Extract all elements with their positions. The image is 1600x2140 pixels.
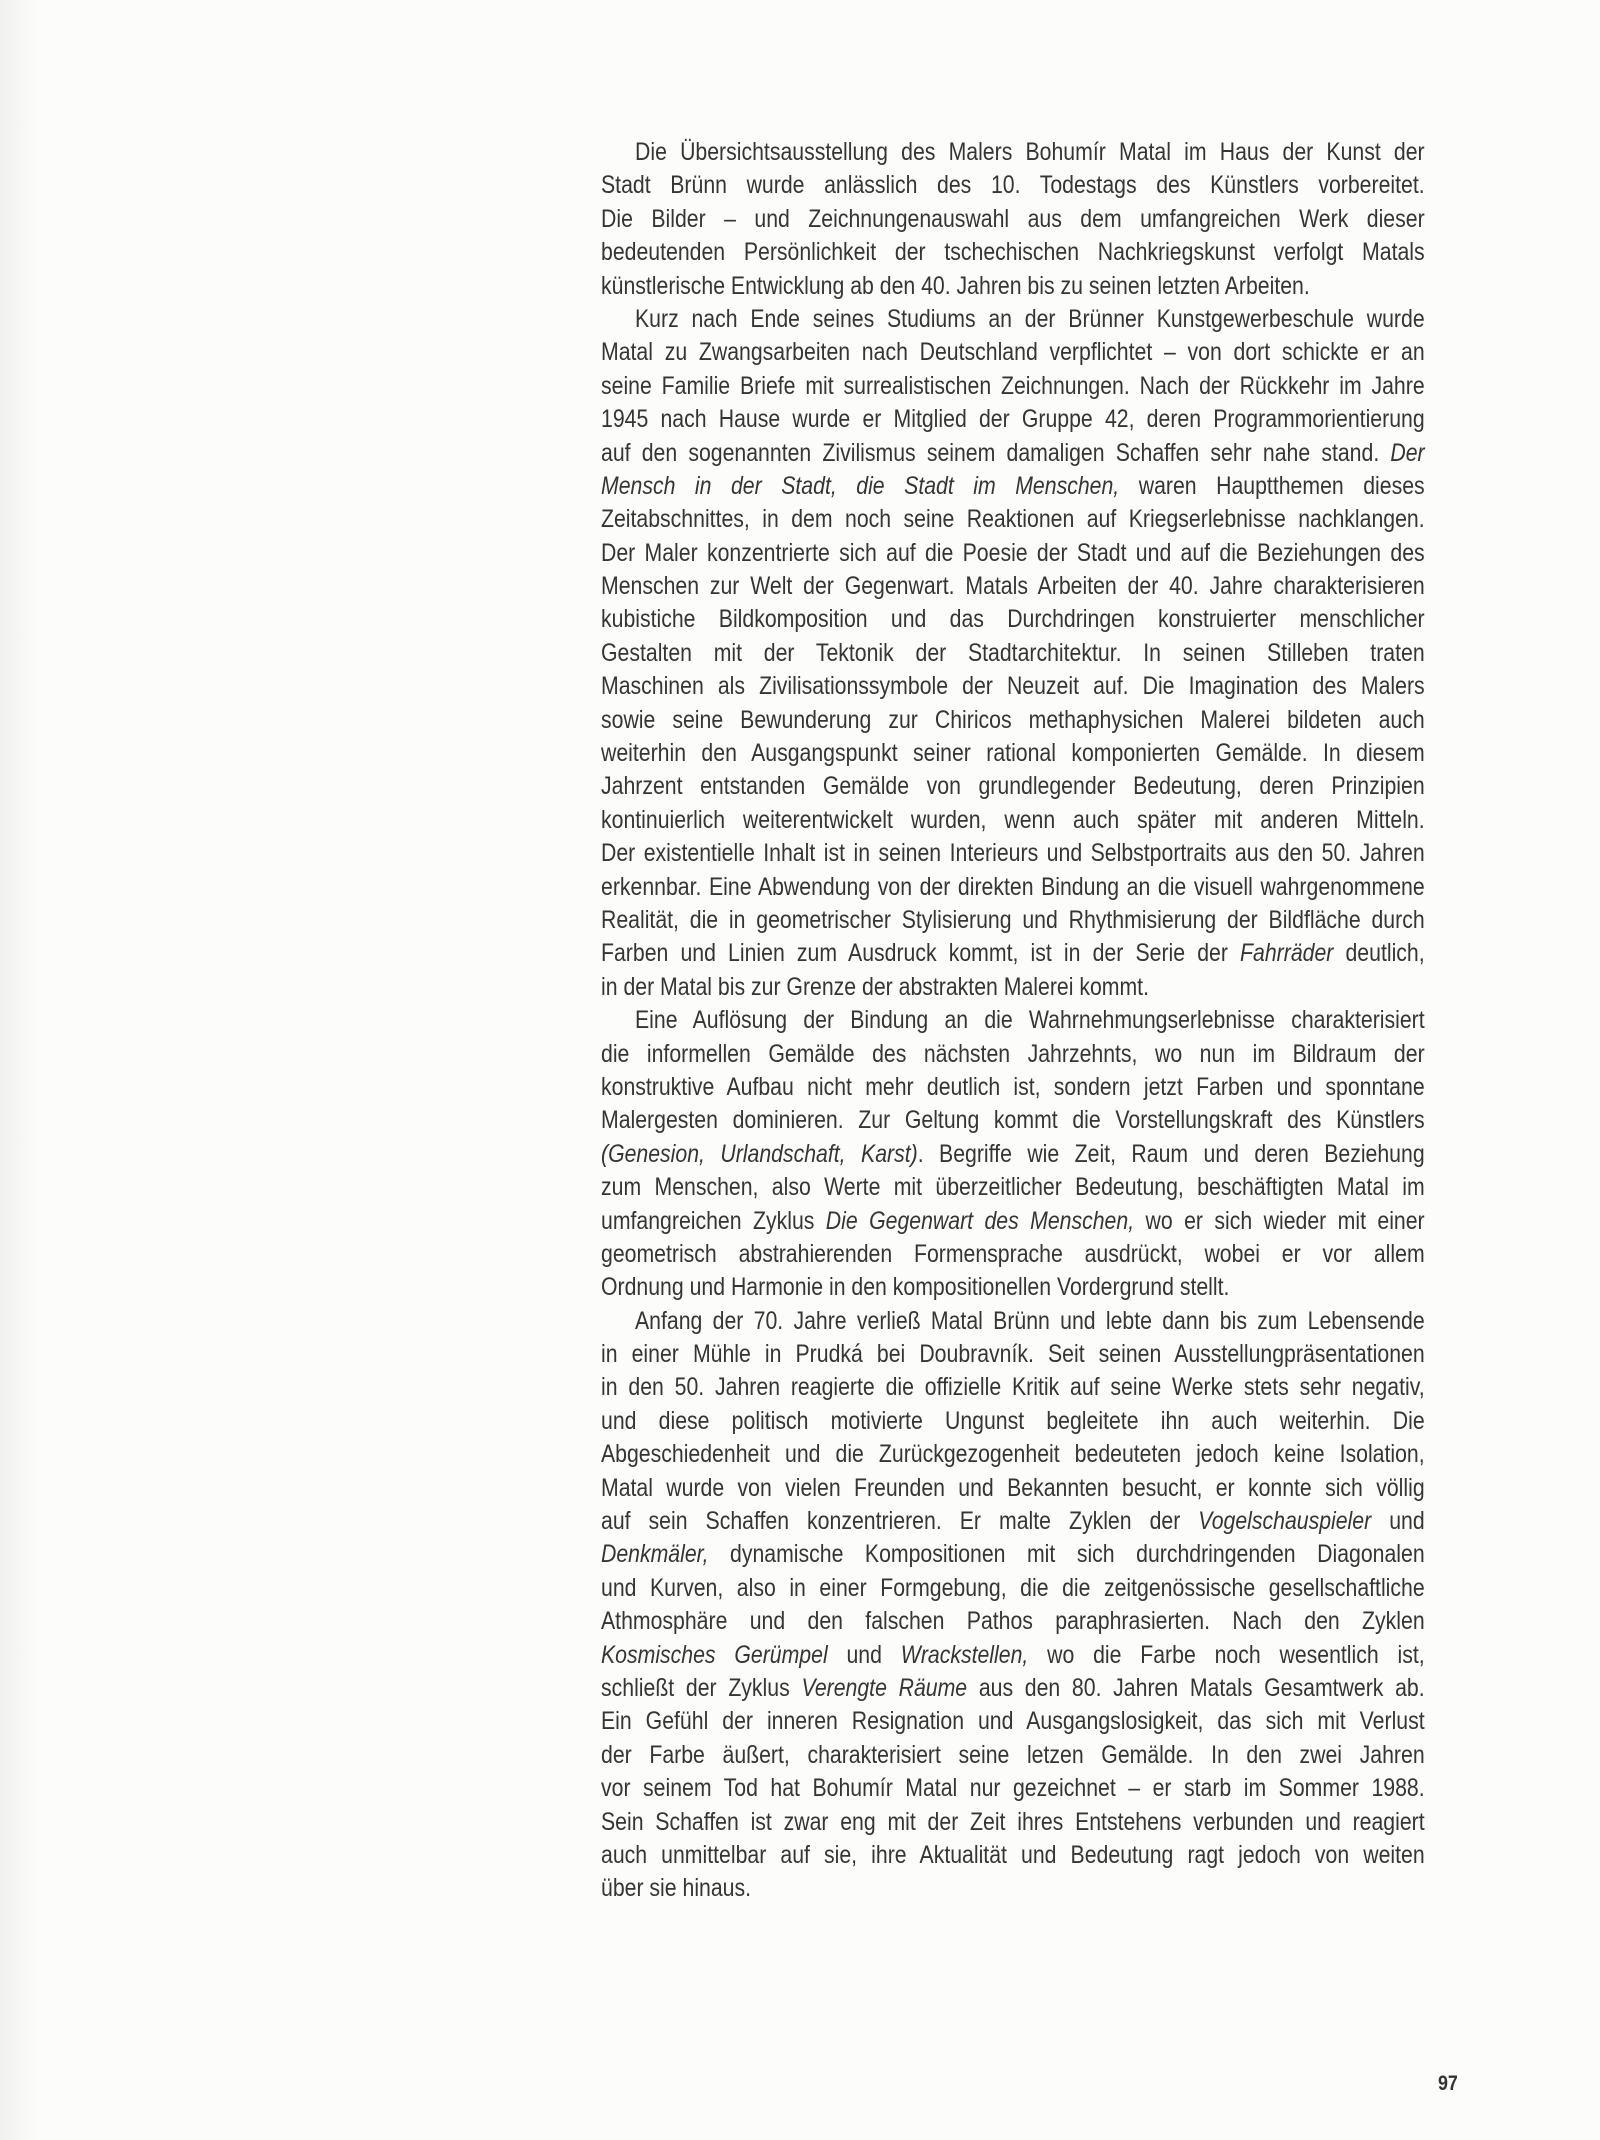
- text-segment: wo er sich wieder mit einer: [1134, 1206, 1425, 1235]
- text-line: [601, 1739, 1425, 1772]
- text-line: [601, 336, 1425, 369]
- text-segment: kontinuierlich weiterentwickelt wurden, wenn auch später mit anderen Mitteln.: [601, 805, 1425, 834]
- text-line: [601, 1839, 1425, 1872]
- text-segment: und Kurven, also in einer Formgebung, die die zeitgenössische gesellschaftliche: [601, 1573, 1425, 1602]
- body-text: [601, 136, 1425, 1906]
- text-segment: Zeitabschnittes, in dem noch seine Reaktionen auf Kriegserlebnisse nachklangen.: [601, 505, 1425, 534]
- text-segment: zum Menschen, also Werte mit überzeitlicher Bedeutung, beschäftigten Matal im: [601, 1173, 1425, 1202]
- text-line: [601, 1138, 1425, 1171]
- text-segment: Sein Schaffen ist zwar eng mit der Zeit ihres Entstehens verbunden und reagiert: [601, 1807, 1425, 1836]
- text-segment: Farben und Linien zum Ausdruck kommt, ist in der Serie der: [601, 939, 1241, 968]
- text-segment: der Farbe äußert, charakterisiert seine letzen Gemälde. In den zwei Jahren: [601, 1740, 1425, 1769]
- text-line: [601, 1505, 1425, 1538]
- text-segment: Maschinen als Zivilisationssymbole der Neuzeit auf. Die Imagination des Malers: [601, 672, 1425, 701]
- text-line: [601, 637, 1425, 670]
- text-line: [601, 203, 1425, 236]
- text-line: [601, 804, 1425, 837]
- italic-title: Der: [1390, 438, 1425, 467]
- text-line: [601, 169, 1425, 202]
- text-line: [601, 1371, 1425, 1404]
- text-segment: 1945 nach Hause wurde er Mitglied der Gruppe 42, deren Programmorientierung: [601, 405, 1425, 434]
- italic-title: Verengte Räume: [801, 1673, 968, 1702]
- text-line: [601, 871, 1425, 904]
- text-segment: Menschen zur Welt der Gegenwart. Matals Arbeiten der 40. Jahre charakterisieren: [601, 572, 1425, 601]
- text-segment: Anfang der 70. Jahre verließ Matal Brünn und lebte dann bis zum Lebensende: [635, 1306, 1425, 1335]
- text-segment: deutlich,: [1333, 939, 1425, 968]
- text-segment: umfangreichen Zyklus: [601, 1206, 826, 1235]
- text-segment: und diese politisch motivierte Ungunst begleitete ihn auch weiterhin. Die: [601, 1406, 1425, 1435]
- text-segment: Eine Auflösung der Bindung an die Wahrnehmungserlebnisse charakterisiert: [635, 1006, 1425, 1035]
- text-segment: bedeutenden Persönlichkeit der tschechischen Nachkriegskunst verfolgt Matals: [601, 238, 1425, 267]
- text-segment: konstruktive Aufbau nicht mehr deutlich ist, sondern jetzt Farben und sponntane: [601, 1072, 1425, 1101]
- text-segment: auf sein Schaffen konzentrieren. Er malte Zyklen der: [601, 1507, 1199, 1536]
- text-segment: Athmosphäre und den falschen Pathos paraphrasierten. Nach den Zyklen: [601, 1607, 1425, 1636]
- text-line: [601, 1472, 1425, 1505]
- text-line: [601, 136, 1425, 169]
- text-segment: wo die Farbe noch wesentlich ist,: [1028, 1640, 1425, 1669]
- italic-title: (Genesion, Urlandschaft, Karst): [601, 1139, 918, 1168]
- text-segment: Malergesten dominieren. Zur Geltung kommt die Vorstellungskraft des Künstlers: [601, 1106, 1425, 1135]
- text-segment: Jahrzent entstanden Gemälde von grundlegender Bedeutung, deren Prinzipien: [601, 772, 1425, 801]
- text-line: [601, 303, 1425, 336]
- text-segment: in einer Mühle in Prudká bei Doubravník. Seit seinen Ausstellungpräsentationen: [601, 1340, 1425, 1369]
- text-line: [601, 1004, 1425, 1037]
- paragraph: [601, 136, 1425, 303]
- text-line: [601, 1405, 1425, 1438]
- text-segment: geometrisch abstrahierenden Formensprache ausdrückt, wobei er vor allem: [601, 1239, 1425, 1268]
- text-line: [601, 1104, 1425, 1137]
- text-line: [601, 837, 1425, 870]
- text-line: [601, 770, 1425, 803]
- page-edge-shadow: [0, 0, 40, 2140]
- text-line: [601, 370, 1425, 403]
- text-line: [601, 1639, 1425, 1672]
- italic-title: Die Gegenwart des Menschen,: [825, 1206, 1135, 1235]
- text-segment: Der existentielle Inhalt ist in seinen Interieurs und Selbstportraits aus den 50. Jahren: [601, 839, 1425, 868]
- text-segment: kubistiche Bildkomposition und das Durchdringen konstruierter menschlicher: [601, 605, 1425, 634]
- page-number: 97: [1438, 2072, 1458, 2095]
- text-segment: schließt der Zyklus: [601, 1673, 802, 1702]
- text-segment: Realität, die in geometrischer Stylisierung und Rhythmisierung der Bildfläche durch: [601, 905, 1425, 934]
- text-line: [601, 1238, 1425, 1271]
- text-line: [601, 270, 1425, 303]
- text-segment: Ordnung und Harmonie in den kompositionellen Vordergrund stellt.: [601, 1273, 1230, 1302]
- text-segment: sowie seine Bewunderung zur Chiricos methaphysichen Malerei bildeten auch: [601, 705, 1425, 734]
- text-line: [601, 1205, 1425, 1238]
- text-line: [601, 1071, 1425, 1104]
- italic-title: Kosmisches Gerümpel: [601, 1640, 828, 1669]
- paragraph: [601, 1305, 1425, 1906]
- text-segment: Abgeschiedenheit und die Zurückgezogenheit bedeuteten jedoch keine Isolation,: [601, 1440, 1425, 1469]
- text-line: [601, 670, 1425, 703]
- text-segment: Kurz nach Ende seines Studiums an der Brünner Kunstgewerbeschule wurde: [635, 304, 1425, 333]
- text-line: [601, 1572, 1425, 1605]
- text-line: [601, 1672, 1425, 1705]
- text-line: [601, 470, 1425, 503]
- italic-title: Denkmäler,: [601, 1540, 709, 1569]
- text-line: [601, 1772, 1425, 1805]
- text-segment: erkennbar. Eine Abwendung von der direkten Bindung an die visuell wahrgenommene: [601, 872, 1425, 901]
- text-line: [601, 537, 1425, 570]
- text-line: [601, 1705, 1425, 1738]
- text-segment: Matal wurde von vielen Freunden und Bekannten besucht, er konnte sich völlig: [601, 1473, 1425, 1502]
- paragraph: [601, 1004, 1425, 1305]
- text-line: [601, 403, 1425, 436]
- text-segment: Die Übersichtsausstellung des Malers Bohumír Matal im Haus der Kunst der: [635, 138, 1425, 166]
- text-line: [601, 437, 1425, 470]
- text-line: [601, 503, 1425, 536]
- text-segment: weiterhin den Ausgangspunkt seiner rational komponierten Gemälde. In diesem: [601, 739, 1425, 768]
- text-line: [601, 1305, 1425, 1338]
- text-line: [601, 1872, 1425, 1905]
- italic-title: Wrackstellen,: [900, 1640, 1029, 1669]
- text-line: [601, 236, 1425, 269]
- text-segment: . Begriffe wie Zeit, Raum und deren Beziehung: [917, 1139, 1425, 1168]
- text-segment: über sie hinaus.: [601, 1874, 752, 1903]
- italic-title: Fahrräder: [1240, 939, 1334, 968]
- text-segment: auf den sogenannten Zivilismus seinem damaligen Schaffen sehr nahe stand.: [601, 438, 1391, 467]
- text-line: [601, 937, 1425, 970]
- text-segment: und: [827, 1640, 901, 1669]
- text-segment: Matal zu Zwangsarbeiten nach Deutschland verpflichtet – von dort schickte er an: [601, 338, 1425, 367]
- text-line: [601, 1538, 1425, 1571]
- text-segment: vor seinem Tod hat Bohumír Matal nur gezeichnet – er starb im Sommer 1988.: [601, 1774, 1425, 1803]
- text-line: [601, 1271, 1425, 1304]
- text-segment: auch unmittelbar auf sie, ihre Aktualität und Bedeutung ragt jedoch von weiten: [601, 1840, 1425, 1869]
- text-segment: die informellen Gemälde des nächsten Jahrzehnts, wo nun im Bildraum der: [601, 1039, 1425, 1068]
- text-line: [601, 1038, 1425, 1071]
- text-segment: waren Hauptthemen dieses: [1119, 471, 1425, 500]
- text-line: [601, 704, 1425, 737]
- text-segment: Die Bilder – und Zeichnungenauswahl aus dem umfangreichen Werk dieser: [601, 204, 1425, 233]
- italic-title: Vogelschauspieler: [1198, 1507, 1372, 1536]
- text-segment: aus den 80. Jahren Matals Gesamtwerk ab.: [967, 1673, 1425, 1702]
- text-segment: seine Familie Briefe mit surrealistischen Zeichnungen. Nach der Rückkehr im Jahre: [601, 371, 1425, 400]
- text-segment: dynamische Kompositionen mit sich durchdringenden Diagonalen: [708, 1540, 1425, 1569]
- text-segment: Der Maler konzentrierte sich auf die Poesie der Stadt und auf die Beziehungen des: [601, 538, 1425, 567]
- text-line: [601, 1338, 1425, 1371]
- text-segment: Ein Gefühl der inneren Resignation und Ausgangslosigkeit, das sich mit Verlust: [601, 1707, 1425, 1736]
- text-segment: in den 50. Jahren reagierte die offizielle Kritik auf seine Werke stets sehr negativ,: [601, 1373, 1425, 1402]
- text-line: [601, 1438, 1425, 1471]
- text-line: [601, 904, 1425, 937]
- text-line: [601, 1605, 1425, 1638]
- text-line: [601, 1806, 1425, 1839]
- text-line: [601, 737, 1425, 770]
- text-segment: und: [1371, 1507, 1425, 1536]
- text-line: [601, 1171, 1425, 1204]
- text-line: [601, 971, 1425, 1004]
- italic-title: Mensch in der Stadt, die Stadt im Menschen,: [601, 471, 1120, 500]
- text-line: [601, 603, 1425, 636]
- text-segment: Stadt Brünn wurde anlässlich des 10. Todestags des Künstlers vorbereitet.: [601, 171, 1425, 200]
- text-segment: in der Matal bis zur Grenze der abstrakten Malerei kommt.: [601, 972, 1149, 1001]
- paragraph: [601, 303, 1425, 1004]
- text-line: [601, 570, 1425, 603]
- text-segment: Gestalten mit der Tektonik der Stadtarchitektur. In seinen Stilleben traten: [601, 638, 1425, 667]
- text-segment: künstlerische Entwicklung ab den 40. Jahren bis zu seinen letzten Arbeiten.: [601, 271, 1310, 300]
